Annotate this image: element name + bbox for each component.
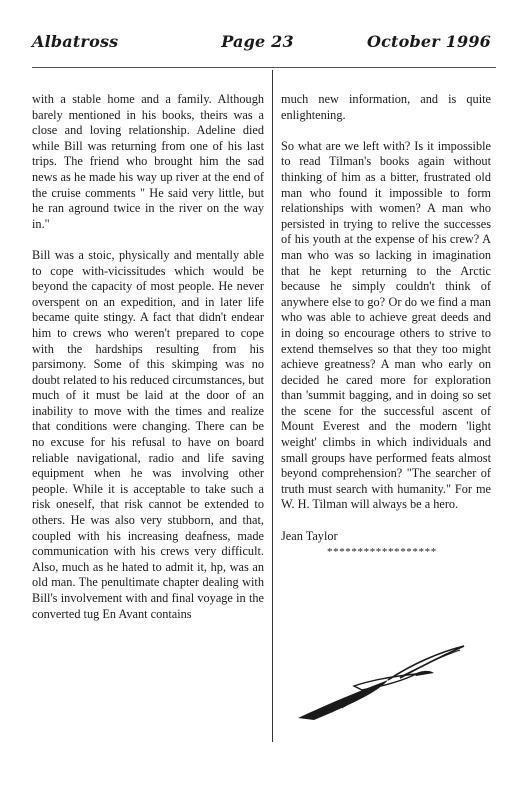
albatross-bird-icon bbox=[292, 640, 472, 722]
issue-date: October 1996 bbox=[366, 32, 491, 51]
paragraph: Bill was a stoic, physically and mentally able to cope with-vicissitudes which would be beyond the capacity of most people. He never overspent on an expedition, and in later life became quite stingy. A fact that didn't endear him to crews who weren't prepared to cope with the hardships resulting from his parsimony. Some of this skimping was no doubt related to his reduced circumstances, but much of it must be laid at the door of an inability to move with the times and realize that conditions were changing. There can be no excuse for his refusal to have on board reliable navigational, radio and life saving equipment when he was involving other people. While it is acceptable to take such a risk oneself, that risk cannot be extended to others. He was also very stubborn, and that, coupled with his increasing deafness, made communication with his crews very difficult. Also, much as he hated to admit it, hp, was an old man. The penultimate chapter dealing with Bill's involvement with and final voyage in the converted tug En Avant contains bbox=[32, 247, 264, 621]
column-divider bbox=[272, 70, 273, 742]
separator-stars: ****************** bbox=[327, 546, 437, 559]
paragraph: with a stable home and a family. Although barely mentioned in his books, theirs was a close and loving relationship. Adeline died while Bill was returning from one of his last trips. The friend who brought him the sad news as he made his way up river at the end of the cruise comments " He said very little, but he ran aground twice in the river on the way in." bbox=[32, 92, 264, 231]
right-column bbox=[281, 92, 491, 561]
publication-title: Albatross bbox=[32, 32, 119, 51]
paragraph: much new information, and is quite enlightening. bbox=[281, 92, 491, 122]
author-signature: Jean Taylor bbox=[281, 528, 338, 543]
header-rule bbox=[32, 67, 496, 68]
paragraph: So what are we left with? Is it impossible to read Tilman's books again without thinking of him as a bitter, frustrated old man who found it impossible to form relationships with women? A man who persisted in trying to relive the successes of his youth at the expense of his crew? A man who was so lacking in imagination that he kept returning to the Arctic because he simply couldn't think of anywhere else to go? Or do we find a man who was able to achieve great deeds and in doing so encourage others to strive to extend themselves so that they too might achieve greatness? A man who early on decided he cared more for exploration than 'summit bagging, and in doing so set the scene for the successful ascent of Mount Everest and the modern 'light weight' climbs in which individuals and small groups have performed feats almost beyond comprehension? "The searcher of truth must search with humanity." For me W. H. Tilman will always be a hero. bbox=[281, 138, 491, 512]
page-header bbox=[0, 32, 515, 58]
page-number: Page 23 bbox=[221, 32, 294, 51]
left-column bbox=[32, 92, 264, 638]
